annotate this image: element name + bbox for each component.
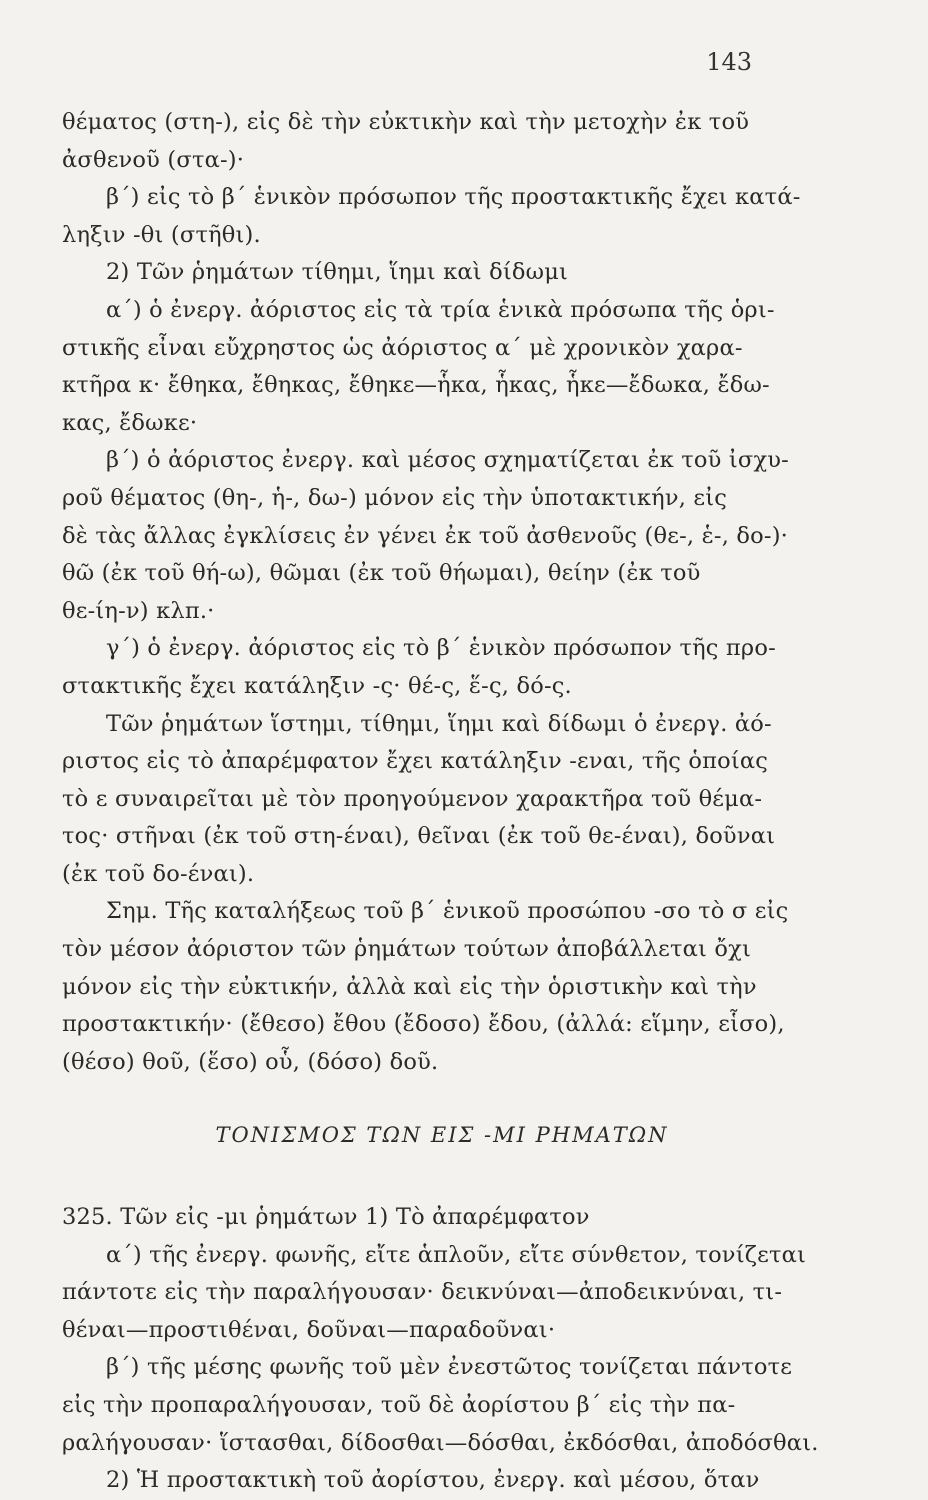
text-line: θῶ (ἐκ τοῦ θή-ω), θῶμαι (ἐκ τοῦ θήωμαι), θείην (ἐκ τοῦ	[62, 560, 701, 587]
text-line: ἀσθενοῦ (στα-)·	[62, 146, 245, 173]
text-line: θέναι—προστιθέναι, δοῦναι—παραδοῦναι·	[62, 1316, 556, 1343]
text-line: μόνον εἰς τὴν εὐκτικήν, ἀλλὰ καὶ εἰς τὴν ὁριστικὴν καὶ τὴν	[62, 973, 757, 1000]
text-line: β΄) εἰς τὸ β΄ ἑνικὸν πρόσωπον τῆς προστακτικῆς ἔχει κατά-	[106, 184, 801, 211]
text-line: θέματος (στη-), εἰς δὲ τὴν εὐκτικὴν καὶ τὴν μετοχὴν ἐκ τοῦ	[62, 109, 750, 135]
text-line: 2) Ἡ προστακτικὴ τοῦ ἀορίστου, ἐνεργ. καὶ μέσου, ὅταν	[106, 1467, 760, 1494]
text-line: ραλήγουσαν· ἵστασθαι, δίδοσθαι—δόσθαι, ἐκδόσθαι, ἀποδόσθαι.	[62, 1429, 819, 1456]
text-line: β΄) ὁ ἀόριστος ἐνεργ. καὶ μέσος σχηματίζεται ἐκ τοῦ ἰσχυ-	[106, 447, 789, 474]
section-heading: ΤΟΝΙΣΜΟΣ ΤΩΝ ΕΙΣ -ΜΙ ΡΗΜΑΤΩΝ	[215, 1123, 669, 1148]
text-line: γ΄) ὁ ἐνεργ. ἀόριστος εἰς τὸ β΄ ἑνικὸν πρόσωπον τῆς προ-	[106, 635, 776, 662]
text-line: κας, ἔδωκε·	[62, 409, 198, 436]
text-line: δὲ τὰς ἄλλας ἐγκλίσεις ἐν γένει ἐκ τοῦ ἀσθενοῦς (θε-, ἑ-, δο-)·	[62, 522, 789, 549]
text-line: (ἐκ τοῦ δο-έναι).	[62, 860, 255, 887]
text-line: τος· στῆναι (ἐκ τοῦ στη-έναι), θεῖναι (ἐκ τοῦ θε-έναι), δοῦναι	[62, 823, 776, 850]
text-line: κτῆρα κ· ἔθηκα, ἔθηκας, ἔθηκε—ἧκα, ἧκας, ἧκε—ἔδωκα, ἔδω-	[62, 372, 770, 399]
text-line: (θέσο) θοῦ, (ἕσο) οὗ, (δόσο) δοῦ.	[62, 1048, 439, 1075]
text-line: Τῶν ῥημάτων ἵστημι, τίθημι, ἵημι καὶ δίδωμι ὁ ἐνεργ. ἀό-	[106, 710, 772, 737]
paragraph-block-bottom	[62, 1199, 822, 1500]
text-line: τὸ ε συναιρεῖται μὲ τὸν προηγούμενον χαρακτῆρα τοῦ θέμα-	[62, 785, 763, 812]
text-line: θε-ίη-ν) κλπ.·	[62, 597, 215, 624]
page-number: 143	[706, 48, 752, 76]
page-body	[62, 104, 822, 1500]
text-line: στακτικῆς ἔχει κατάληξιν -ς· θέ-ς, ἕ-ς, δό-ς.	[62, 672, 572, 699]
text-line: 2) Τῶν ῥημάτων τίθημι, ἵημι καὶ δίδωμι	[106, 259, 569, 286]
text-line: β΄) τῆς μέσης φωνῆς τοῦ μὲν ἐνεστῶτος τονίζεται πάντοτε	[106, 1354, 793, 1381]
text-line: ριστος εἰς τὸ ἀπαρέμφατον ἔχει κατάληξιν -εναι, τῆς ὁποίας	[62, 748, 769, 775]
text-line: εἰς τὴν προπαραλήγουσαν, τοῦ δὲ ἀορίστου β΄ εἰς τὴν πα-	[62, 1392, 736, 1418]
text-line: Σημ. Τῆς καταλήξεως τοῦ β΄ ἑνικοῦ προσώπου -σο τὸ σ εἰς	[106, 898, 789, 925]
text-line: ροῦ θέματος (θη-, ἡ-, δω-) μόνον εἰς τὴν ὑποτακτικήν, εἰς	[62, 484, 728, 511]
text-line: πάντοτε εἰς τὴν παραλήγουσαν· δεικνύναι—ἀποδεικνύναι, τι-	[62, 1279, 783, 1306]
text-line: α΄) ὁ ἐνεργ. ἀόριστος εἰς τὰ τρία ἑνικὰ πρόσωπα τῆς ὁρι-	[106, 296, 775, 323]
paragraph-block-top	[62, 104, 822, 1081]
text-line: 325. Τῶν εἰς -μι ῥημάτων 1) Τὸ ἀπαρέμφατον	[62, 1204, 590, 1231]
text-line: προστακτικήν· (ἔθεσο) ἔθου (ἔδοσο) ἔδου, (ἀλλά: εἵμην, εἷσο),	[62, 1011, 785, 1038]
text-line: α΄) τῆς ἐνεργ. φωνῆς, εἴτε ἁπλοῦν, εἴτε σύνθετον, τονίζεται	[106, 1241, 807, 1268]
text-line: τὸν μέσον ἀόριστον τῶν ῥημάτων τούτων ἀποβάλλεται ὄχι	[62, 936, 752, 963]
text-line: ληξιν -θι (στῆθι).	[62, 221, 261, 248]
text-line: στικῆς εἶναι εὔχρηστος ὡς ἀόριστος α΄ μὲ χρονικὸν χαρα-	[62, 334, 743, 361]
